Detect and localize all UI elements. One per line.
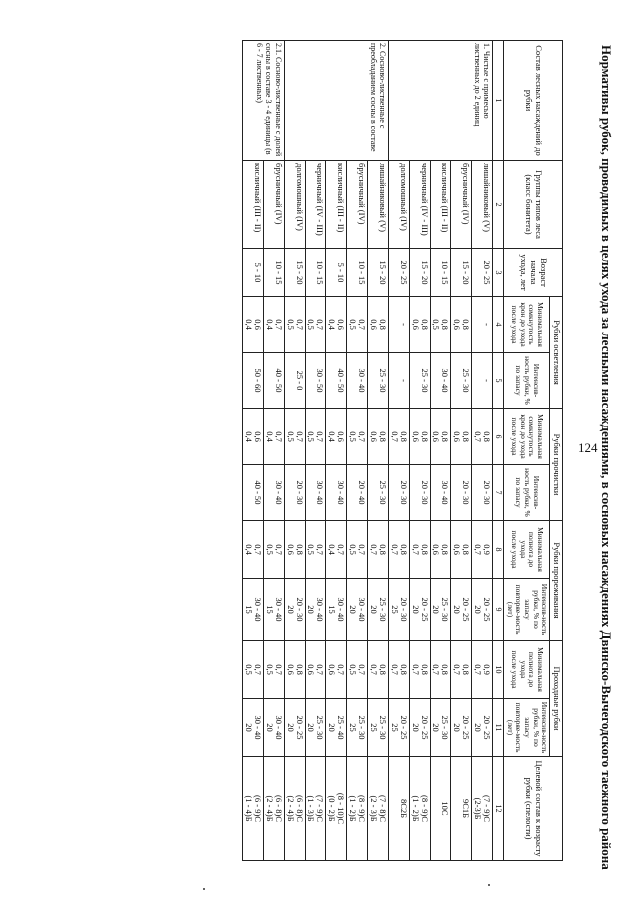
value-cell-c5: 30 - 40 [430, 353, 451, 409]
value-cell-c12: (6 - 8)С (2 - 4)Б [263, 757, 284, 861]
value-cell-c6: 0,8 0,7 [388, 409, 409, 465]
value-cell-c6: 0,8 0,6 [451, 409, 472, 465]
column-number: 2 [493, 161, 504, 249]
value-cell-c12: 8С2Б [388, 757, 409, 861]
forest-type-cell: лишайниковый (V) [472, 161, 493, 249]
value-cell-c4: 0,7 0,5 [347, 297, 368, 353]
value-cell-c8: 0,7 0,4 [326, 521, 347, 579]
column-number: 9 [493, 579, 504, 641]
forest-type-cell: брусничный (IV) [451, 161, 472, 249]
value-cell-c4: 0,6 0,4 [326, 297, 347, 353]
norms-table [242, 40, 563, 861]
value-cell-c12: (7 - 8)С (2 - 3)Б [368, 757, 389, 861]
value-cell-c9: 25 - 30 20 [368, 579, 389, 641]
value-cell-c8: 0,7 0,5 [347, 521, 368, 579]
header-composition: Состав лесных насаждений до рубки [504, 41, 563, 161]
value-cell-c9: 30 - 40 15 [242, 579, 263, 641]
value-cell-c6: 0,7 0,5 [305, 409, 326, 465]
subheader-intensity-repeat-1: Интенсив-ность рубки, % по запасу повторяе-мость (лет) [504, 579, 550, 641]
value-cell-c12: 10С [430, 757, 451, 861]
value-cell-c4: 0,7 0,4 [263, 297, 284, 353]
value-cell-c10: 0,8 0,7 [409, 641, 430, 699]
value-cell-c8: 0,7 0,4 [242, 521, 263, 579]
subheader-intensity-1: Интенсив-ность рубки, % по запасу [504, 353, 550, 409]
value-cell-c11: 25 - 30 25 [368, 699, 389, 757]
subheader-min-density-2: Минимальная сомкнутость крон до ухода после ухода [504, 409, 550, 465]
table-row [368, 41, 389, 861]
value-cell-c10: 0,7 0,5 [347, 641, 368, 699]
column-number: 12 [493, 757, 504, 861]
table-row [388, 41, 409, 861]
value-cell-c7: 30 - 40 [263, 465, 284, 521]
value-cell-c10: 0,7 0,6 [326, 641, 347, 699]
value-cell-c5: 25 - 0 [284, 353, 305, 409]
value-cell-c8: 0,7 0,5 [263, 521, 284, 579]
value-cell-c7: 20 - 30 [472, 465, 493, 521]
table-row [326, 41, 347, 861]
value-cell-c5: 25 - 30 [409, 353, 430, 409]
value-cell-c12: (7 - 9)С (2-3)Б [472, 757, 493, 861]
value-cell-c5: 30 - 50 [305, 353, 326, 409]
value-cell-c10: 0,8 0,7 [430, 641, 451, 699]
value-cell-c4: 0,8 0,5 [430, 297, 451, 353]
scan-speck [488, 884, 490, 886]
value-cell-c4: - [472, 297, 493, 353]
value-cell-c5: 25 - 30 [451, 353, 472, 409]
header-passing: Проходные рубки [550, 641, 563, 757]
value-cell-age: 15 - 20 [451, 249, 472, 297]
value-cell-c6: 0,7 0,4 [263, 409, 284, 465]
value-cell-c8: 0,8 0,6 [430, 521, 451, 579]
value-cell-c5: - [472, 353, 493, 409]
composition-cell: 2.1. Сосново-лиственные с долей сосны в составе 3 - 4 единицы (в 6 - 7 лиственных) [242, 41, 284, 161]
value-cell-c9: 20 - 25 20 [409, 579, 430, 641]
value-cell-c12: (8 - 9)С (1 - 2)Б [347, 757, 368, 861]
value-cell-c12: (8 - 9)С (1 - 2)Б [409, 757, 430, 861]
subheader-min-density-1: Минимальная сомкнутость крон до ухода после ухода [504, 297, 550, 353]
table-row [430, 41, 451, 861]
column-number: 6 [493, 409, 504, 465]
value-cell-c6: 0,8 0,7 [472, 409, 493, 465]
value-cell-c9: 30 - 40 15 [263, 579, 284, 641]
value-cell-c10: 0,8 0,6 [284, 641, 305, 699]
value-cell-c11: 25 - 30 20 [305, 699, 326, 757]
value-cell-c7: 30 - 40 [430, 465, 451, 521]
subheader-min-fullness-1: Минимальная полнота до ухода после ухода [504, 521, 550, 579]
page-number: 124 [578, 440, 598, 455]
value-cell-c11: 25 - 30 25 [347, 699, 368, 757]
value-cell-c6: 0,7 0,5 [284, 409, 305, 465]
value-cell-age: 15 - 20 [368, 249, 389, 297]
table-row [284, 41, 305, 861]
value-cell-c4: 0,8 0,6 [409, 297, 430, 353]
value-cell-c10: 0,8 0,7 [451, 641, 472, 699]
value-cell-c6: 0,8 0,6 [368, 409, 389, 465]
value-cell-c11: 30 - 40 20 [263, 699, 284, 757]
value-cell-c9: 30 - 40 20 [305, 579, 326, 641]
column-number: 1 [493, 41, 504, 161]
value-cell-c11: 25 - 40 20 [326, 699, 347, 757]
value-cell-c4: 0,8 0,6 [368, 297, 389, 353]
subheader-intensity-repeat-2: Интенсив-ность рубки, % по запасу повторяе-мость (лет) [504, 699, 550, 757]
rotated-table-container [49, 40, 563, 860]
value-cell-c5: 40 - 50 [263, 353, 284, 409]
value-cell-c4: 0,7 0,5 [284, 297, 305, 353]
value-cell-age: 20 - 25 [472, 249, 493, 297]
forest-type-cell: долгомошный (IV) [284, 161, 305, 249]
value-cell-age: 20 - 25 [388, 249, 409, 297]
forest-type-cell: кисличный (III - II) [430, 161, 451, 249]
column-number: 4 [493, 297, 504, 353]
value-cell-age: 5 - 10 [242, 249, 263, 297]
header-cleaning: Рубки прочистки [550, 409, 563, 521]
table-row [347, 41, 368, 861]
value-cell-c8: 0,9 0,7 [472, 521, 493, 579]
value-cell-c7: 30 - 40 [326, 465, 347, 521]
value-cell-c8: 0,8 0,7 [388, 521, 409, 579]
table-row [451, 41, 472, 861]
value-cell-c7: 20 - 30 [388, 465, 409, 521]
value-cell-c11: 25 - 30 20 [430, 699, 451, 757]
value-cell-age: 15 - 20 [284, 249, 305, 297]
forest-type-cell: лишайниковый (V) [368, 161, 389, 249]
value-cell-c9: 30 - 40 20 [347, 579, 368, 641]
scan-speck [203, 888, 205, 890]
value-cell-age: 5 - 10 [326, 249, 347, 297]
value-cell-c9: 25 - 30 20 [430, 579, 451, 641]
value-cell-c5: - [388, 353, 409, 409]
column-number: 3 [493, 249, 504, 297]
value-cell-c8: 0,8 0,6 [284, 521, 305, 579]
page-title: Нормативы рубок, проводимых в целях ухода за лесными насаждениями, в сосновых насаждениях Двинско-Вычегодского таежного района [599, 45, 614, 870]
value-cell-c6: 0,6 0,4 [326, 409, 347, 465]
value-cell-c12: (6 - 8)С (2 - 4)Б [284, 757, 305, 861]
header-age: Возраст начала ухода, лет [504, 249, 563, 297]
column-number: 10 [493, 641, 504, 699]
value-cell-c8: 0,8 0,7 [409, 521, 430, 579]
value-cell-c12: (7 - 9)С (1 - 3)Б [305, 757, 326, 861]
value-cell-age: 10 - 15 [347, 249, 368, 297]
forest-type-cell: черничный (IV - III) [409, 161, 430, 249]
value-cell-c9: 20 - 30 25 [388, 579, 409, 641]
value-cell-c9: 30 - 40 15 [326, 579, 347, 641]
value-cell-age: 10 - 15 [305, 249, 326, 297]
value-cell-c4: 0,6 0,4 [242, 297, 263, 353]
column-number: 5 [493, 353, 504, 409]
value-cell-c10: 0,7 0,6 [305, 641, 326, 699]
header-clarification: Рубки осветления [550, 297, 563, 409]
value-cell-c4: 0,7 0,5 [305, 297, 326, 353]
value-cell-c5: 50 - 60 [242, 353, 263, 409]
value-cell-c11: 20 - 25 25 [388, 699, 409, 757]
value-cell-c11: 20 - 25 20 [472, 699, 493, 757]
value-cell-c11: 20 - 25 20 [451, 699, 472, 757]
forest-type-cell: брусничный (IV) [347, 161, 368, 249]
value-cell-c10: 0,7 0,5 [263, 641, 284, 699]
value-cell-c7: 20 - 30 [409, 465, 430, 521]
value-cell-c6: 0,8 0,6 [430, 409, 451, 465]
value-cell-c7: 20 - 30 [451, 465, 472, 521]
value-cell-c8: 0,8 0,6 [451, 521, 472, 579]
value-cell-age: 10 - 15 [430, 249, 451, 297]
value-cell-c7: 20 - 40 [347, 465, 368, 521]
value-cell-c5: 40 - 50 [326, 353, 347, 409]
header-target: Целевой состав к возрасту рубки (спелости) [504, 757, 563, 861]
value-cell-c4: - [388, 297, 409, 353]
value-cell-c10: 0,7 0,5 [242, 641, 263, 699]
value-cell-c9: 20 - 30 20 [284, 579, 305, 641]
forest-type-cell: брусничный (IV) [263, 161, 284, 249]
table-row [409, 41, 430, 861]
forest-type-cell: кисличный (III - II) [326, 161, 347, 249]
forest-type-cell: долгомошный (IV) [388, 161, 409, 249]
table-row [472, 41, 493, 861]
value-cell-c5: 25 - 30 [368, 353, 389, 409]
value-cell-c10: 0,8 0,7 [368, 641, 389, 699]
table-row [305, 41, 326, 861]
value-cell-c6: 0,8 0,6 [409, 409, 430, 465]
header-thinning: Рубки прореживания [550, 521, 563, 641]
value-cell-c10: 0,9 0,7 [472, 641, 493, 699]
value-cell-c8: 0,8 0,7 [368, 521, 389, 579]
value-cell-c10: 0,8 0,7 [388, 641, 409, 699]
value-cell-c7: 30 - 40 [305, 465, 326, 521]
column-number: 8 [493, 521, 504, 579]
composition-cell: 2. Сосново-лиственные с преобладанием сосны в составе [284, 41, 388, 161]
value-cell-c4: 0,8 0,6 [451, 297, 472, 353]
table-body [242, 41, 492, 861]
forest-type-cell: кисличный (III - II) [242, 161, 263, 249]
value-cell-c11: 20 - 25 20 [284, 699, 305, 757]
value-cell-c7: 25 - 30 [368, 465, 389, 521]
value-cell-c11: 30 - 40 20 [242, 699, 263, 757]
subheader-intensity-2: Интенсив-ность рубки, % по запасу [504, 465, 550, 521]
value-cell-c9: 20 - 25 20 [451, 579, 472, 641]
value-cell-age: 15 - 20 [409, 249, 430, 297]
value-cell-c9: 20 - 25 20 [472, 579, 493, 641]
value-cell-c12: (6 - 9)С (1 - 4)Б [242, 757, 263, 861]
value-cell-age: 10 - 15 [263, 249, 284, 297]
value-cell-c12: 9С1Б [451, 757, 472, 861]
value-cell-c12: (8 - 10)С (0 - 2)Б [326, 757, 347, 861]
value-cell-c5: 30 - 40 [347, 353, 368, 409]
forest-type-cell: черничный (IV - III) [305, 161, 326, 249]
composition-cell: 1. Чистые с примесью лиственных до 2 единиц [388, 41, 492, 161]
value-cell-c7: 20 - 30 [284, 465, 305, 521]
value-cell-c8: 0,7 0,5 [305, 521, 326, 579]
column-number-row [493, 41, 504, 861]
column-number: 11 [493, 699, 504, 757]
value-cell-c6: 0,6 0,4 [242, 409, 263, 465]
header-groups: Группы типов леса (класс бонитета) [504, 161, 563, 249]
value-cell-c11: 20 - 25 20 [409, 699, 430, 757]
value-cell-c7: 40 - 50 [242, 465, 263, 521]
column-number: 7 [493, 465, 504, 521]
value-cell-c6: 0,7 0,5 [347, 409, 368, 465]
table-row [263, 41, 284, 861]
subheader-min-fullness-2: Минимальная полнота до ухода после ухода [504, 641, 550, 699]
table-row [242, 41, 263, 861]
